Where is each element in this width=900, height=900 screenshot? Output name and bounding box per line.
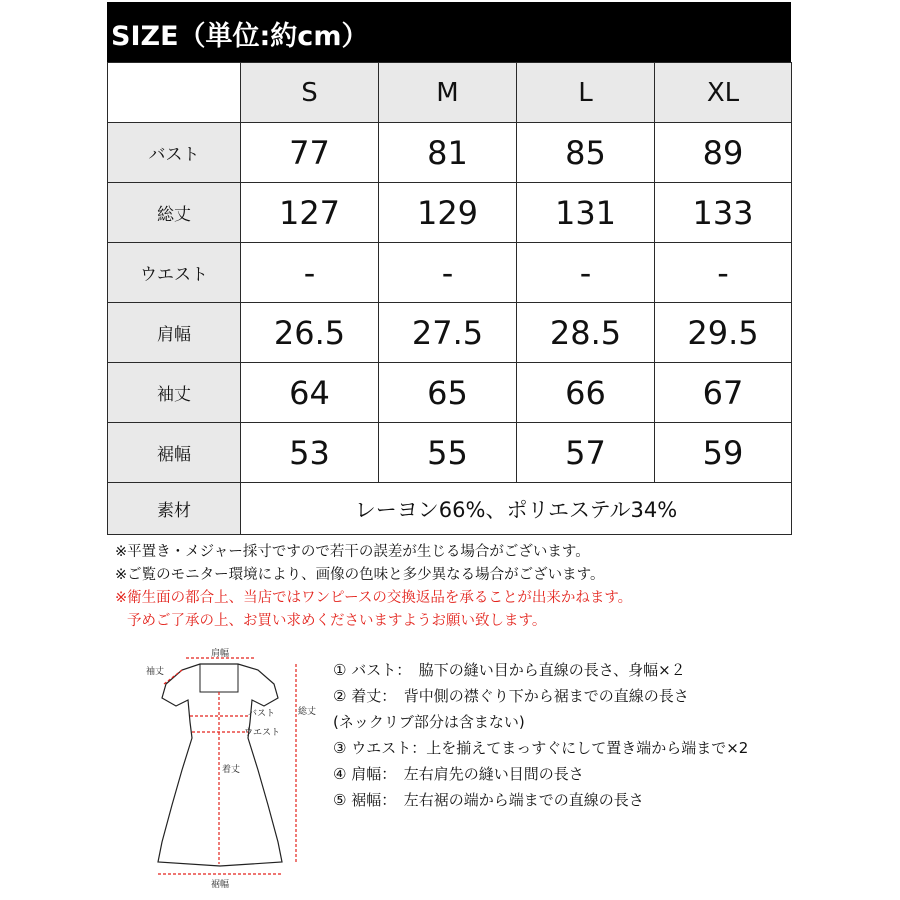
column-header-xl: XL — [655, 63, 792, 123]
diagram-label-sleeve: 袖丈 — [146, 667, 165, 677]
legend-item: ① バスト： 脇下の縫い目から直線の長さ、身幅×２ — [333, 661, 686, 679]
note-line-warning: 予めご了承の上、お買い求めくださいますようお願い致します。 — [127, 613, 547, 629]
table-row — [108, 363, 792, 423]
table-cell: 59 — [655, 423, 792, 483]
row-label-hem: 裾幅 — [108, 423, 241, 483]
table-cell: 77 — [241, 123, 379, 183]
diagram-label-bust: バスト — [248, 709, 276, 719]
legend-item: ② 着丈： 背中側の襟ぐり下から裾までの直線の長さ — [333, 687, 689, 705]
table-header-row — [108, 63, 792, 123]
measurement-diagram — [140, 640, 320, 890]
table-cell: - — [379, 243, 517, 303]
measurement-legend — [333, 657, 748, 813]
note-line: ※平置き・メジャー採寸ですので若干の誤差が生じる場合がございます。 — [115, 544, 590, 560]
table-cell: 57 — [517, 423, 655, 483]
size-header — [107, 2, 791, 62]
table-row-material — [108, 483, 792, 535]
table-cell: 131 — [517, 183, 655, 243]
legend-item: (ネックリブ部分は含まない) — [333, 713, 525, 731]
table-cell: 133 — [655, 183, 792, 243]
size-title: SIZE（単位:約cm） — [111, 21, 369, 52]
legend-item: ⑤ 裾幅： 左右裾の端から端までの直線の長さ — [333, 791, 644, 809]
table-cell: 66 — [517, 363, 655, 423]
table-row — [108, 123, 792, 183]
diagram-label-hem: 裾幅 — [211, 880, 230, 890]
diagram-label-length: 着丈 — [222, 765, 241, 775]
legend-item: ④ 肩幅： 左右肩先の縫い目間の長さ — [333, 765, 584, 783]
row-label-length: 総丈 — [108, 183, 241, 243]
row-label-shoulder: 肩幅 — [108, 303, 241, 363]
note-line-warning: ※衛生面の都合上、当店ではワンピースの交換返品を承ることが出来かねます。 — [115, 590, 633, 606]
table-row — [108, 243, 792, 303]
table-cell: 85 — [517, 123, 655, 183]
table-cell: 81 — [379, 123, 517, 183]
table-cell: 65 — [379, 363, 517, 423]
table-cell: 129 — [379, 183, 517, 243]
column-header-s: S — [241, 63, 379, 123]
table-cell: - — [241, 243, 379, 303]
notes — [115, 541, 632, 633]
column-header-l: L — [517, 63, 655, 123]
table-row — [108, 423, 792, 483]
table-cell: 28.5 — [517, 303, 655, 363]
note-line: ※ご覧のモニター環境により、画像の色味と多少異なる場合がございます。 — [115, 567, 605, 583]
table-cell: 53 — [241, 423, 379, 483]
size-table — [107, 62, 792, 535]
column-header-m: M — [379, 63, 517, 123]
table-cell: 64 — [241, 363, 379, 423]
table-row — [108, 303, 792, 363]
table-row — [108, 183, 792, 243]
row-label-sleeve: 袖丈 — [108, 363, 241, 423]
legend-item: ③ ウエスト：上を揃えてまっすぐにして置き端から端まで×2 — [333, 739, 749, 757]
diagram-label-shoulder: 肩幅 — [211, 649, 230, 659]
table-cell: 27.5 — [379, 303, 517, 363]
row-label-bust: バスト — [108, 123, 241, 183]
table-cell: 55 — [379, 423, 517, 483]
table-cell: 29.5 — [655, 303, 792, 363]
diagram-label-total-length: 総丈 — [298, 707, 317, 717]
table-cell: 67 — [655, 363, 792, 423]
table-cell: - — [517, 243, 655, 303]
diagram-label-waist: ウエスト — [244, 728, 281, 738]
dress-outline — [158, 664, 282, 866]
table-cell: 26.5 — [241, 303, 379, 363]
table-corner-cell — [108, 63, 241, 123]
material-value: レーヨン66%、ポリエステル34% — [241, 483, 792, 535]
row-label-material: 素材 — [108, 483, 241, 535]
table-cell: 89 — [655, 123, 792, 183]
table-cell: - — [655, 243, 792, 303]
row-label-waist: ウエスト — [108, 243, 241, 303]
table-cell: 127 — [241, 183, 379, 243]
